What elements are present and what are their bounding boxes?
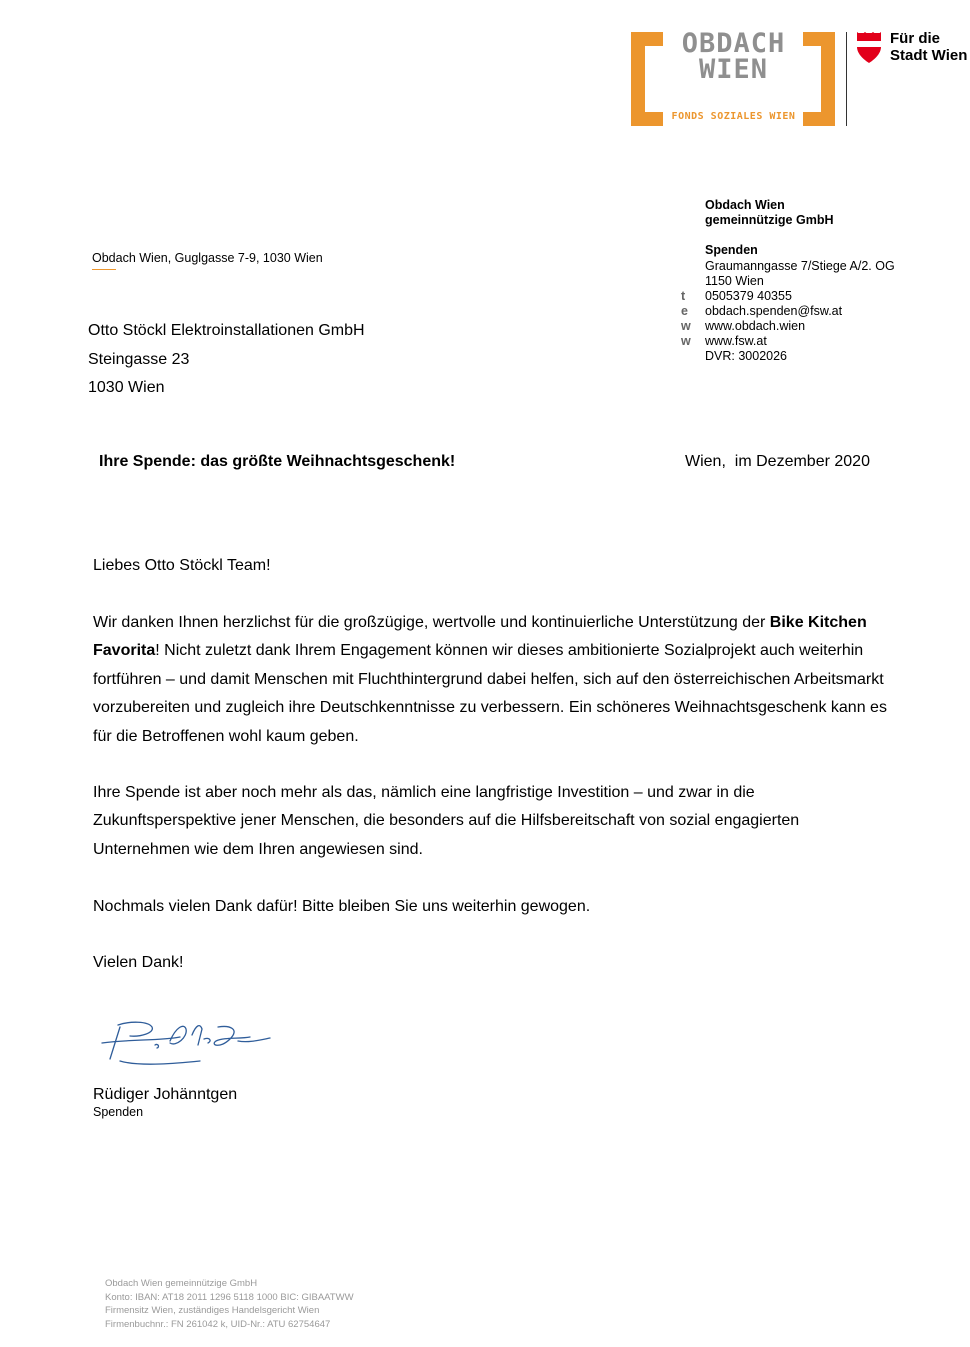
sender-department: Spenden <box>705 243 758 258</box>
footer-line-3: Firmensitz Wien, zuständiges Handelsgericht Wien <box>105 1305 320 1316</box>
signer-name: Rüdiger Johänntgen <box>93 1086 238 1103</box>
sender-org-line-2: gemeinnützige GmbH <box>705 213 834 228</box>
recipient-street: Steingasse 23 <box>88 350 190 368</box>
contact-value: www.fsw.at <box>705 334 767 348</box>
return-address-rule <box>92 269 116 270</box>
paragraph-1-end: ! Nicht zuletzt dank Ihrem Engagement können wir dieses ambitionierte Sozialprojekt auch weiterhin fortführen – und damit Menschen mit Fluchthintergrund dabei helfen, sich auf den österreichischen Arbeitsmarkt vorzubereiten und zugleich ihre Deutschkenntnisse zu verbessern. Ein schöneres Weihnachtsgeschenk kann es für die Betroffenen wohl kaum geben. <box>93 642 887 745</box>
contact-value: obdach.spenden@fsw.at <box>705 304 843 318</box>
contact-key: w <box>681 334 691 348</box>
city-wordmark-line-2: Stadt Wien <box>890 47 968 64</box>
closing: Vielen Dank! <box>93 954 184 971</box>
city-wordmark-line-1: Für die <box>890 30 941 47</box>
wien-shield-icon <box>856 32 882 64</box>
contact-key: w <box>681 319 691 333</box>
project-name: Bike Kitchen Favorita <box>93 614 867 660</box>
return-address: Obdach Wien, Guglgasse 7-9, 1030 Wien <box>92 251 323 265</box>
contact-key: e <box>681 304 688 318</box>
recipient-block <box>88 317 365 403</box>
sender-street: Graumanngasse 7/Stiege A/2. OG <box>705 258 895 273</box>
logo-divider <box>846 32 847 126</box>
contact-web-fsw <box>681 334 767 349</box>
footer-line-1: Obdach Wien gemeinnützige GmbH <box>105 1278 258 1289</box>
logo-bracket-left <box>631 32 663 126</box>
sender-city: 1150 Wien <box>705 273 764 288</box>
letter-date: Wien, im Dezember 2020 <box>685 453 870 470</box>
logo-line-1: OBDACH <box>681 28 786 59</box>
paragraph-1-start: Wir danken Ihnen herzlichst für die großzügige, wertvolle und kontinuierliche Unterstützung der <box>93 614 770 631</box>
signer-role: Spenden <box>93 1105 144 1119</box>
contact-value: DVR: 3002026 <box>705 349 788 363</box>
logo-line-2: WIEN <box>698 54 769 85</box>
logo-bracket-right <box>803 32 835 126</box>
contact-key: t <box>681 289 686 303</box>
recipient-name: Otto Stöckl Elektroinstallationen GmbH <box>88 322 365 339</box>
paragraph-1 <box>93 609 903 751</box>
contact-email <box>681 304 842 319</box>
sender-org-line-1: Obdach Wien <box>705 198 785 212</box>
contact-dvr <box>681 349 787 364</box>
logo-subtitle: FONDS SOZIALES WIEN <box>671 111 796 122</box>
contact-value: 0505379 40355 <box>705 289 792 303</box>
salutation: Liebes Otto Stöckl Team! <box>93 557 271 574</box>
footer-line-2: Konto: IBAN: AT18 2011 1296 5118 1000 BIC: GIBAATWW <box>105 1291 354 1303</box>
footer <box>105 1277 354 1331</box>
sender-block <box>705 198 895 289</box>
contact-value: www.obdach.wien <box>705 319 806 333</box>
letter-subject: Ihre Spende: das größte Weihnachtsgeschenk! <box>99 453 456 470</box>
paragraph-3: Nochmals vielen Dank dafür! Bitte bleiben Sie uns weiterhin gewogen. <box>93 898 591 915</box>
contact-phone <box>681 289 792 304</box>
recipient-city: 1030 Wien <box>88 379 165 396</box>
footer-line-4: Firmenbuchnr.: FN 261042 k, UID-Nr.: ATU 62754647 <box>105 1318 331 1330</box>
paragraph-2: Ihre Spende ist aber noch mehr als das, nämlich eine langfristige Investition – und zwar in die Zukunftsperspektive jener Menschen, die besonders auf die Hilfsbereitschaft von sozial engagierten Unternehmen wie dem Ihren angewiesen sind. <box>93 784 800 858</box>
contact-web-obdach <box>681 319 805 334</box>
handwritten-signature <box>100 1015 275 1073</box>
city-wordmark <box>890 30 967 64</box>
